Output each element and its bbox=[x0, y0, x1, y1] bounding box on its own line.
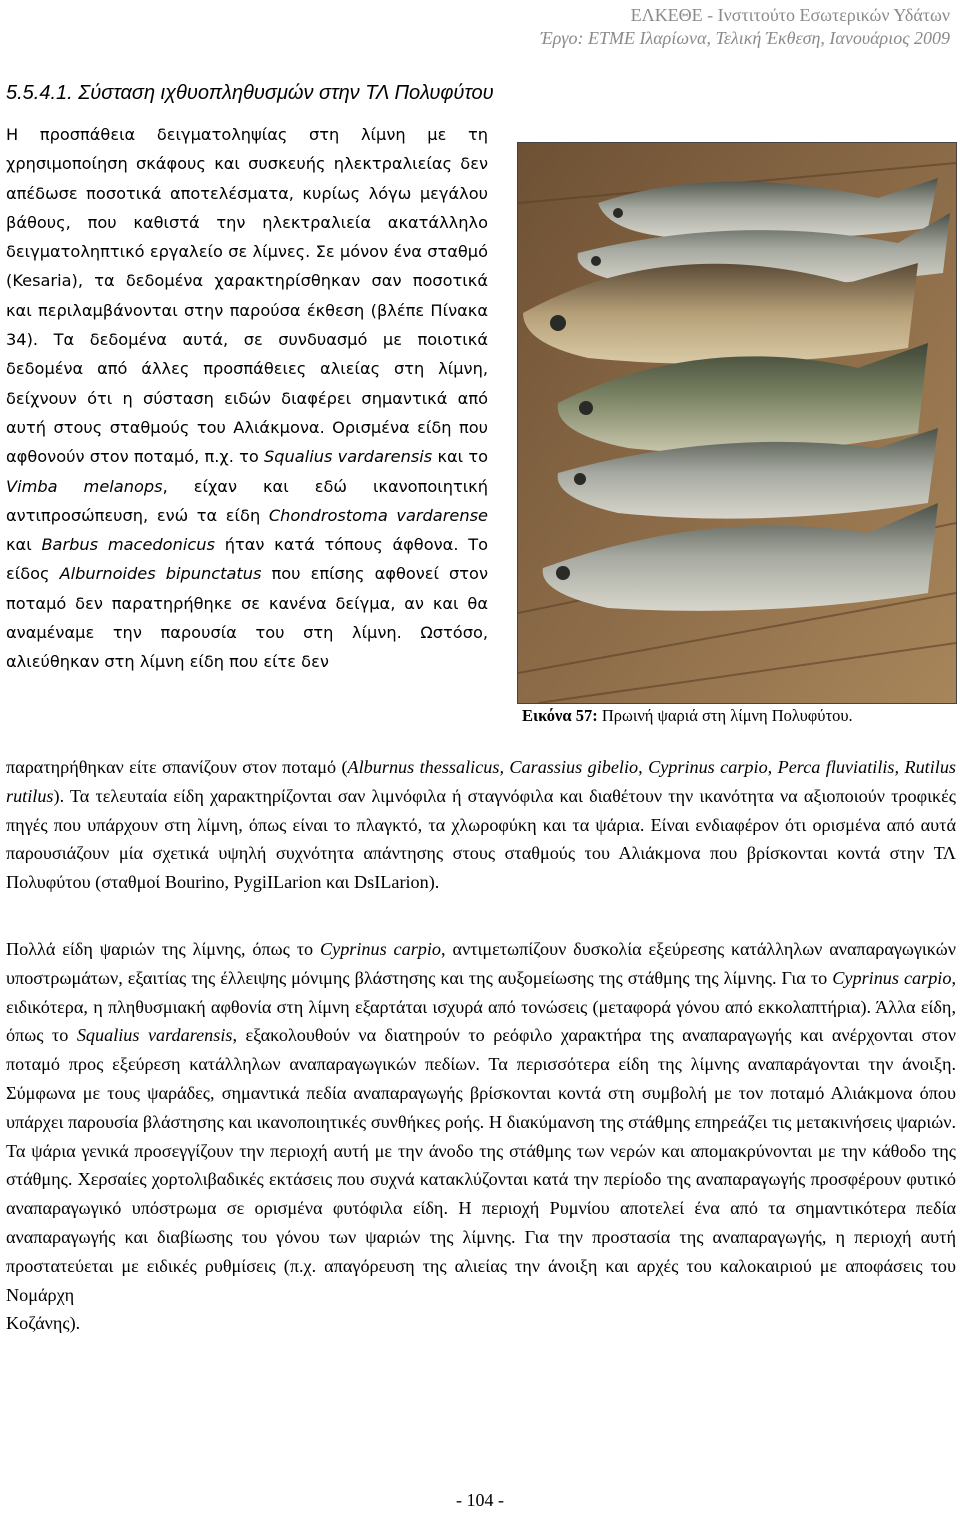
caption-text: Πρωινή ψαριά στη λίμνη Πολυφύτου. bbox=[597, 706, 853, 725]
section-title: 5.5.4.1. Σύσταση ιχθυοπληθυσμών στην ΤΛ Πολυφύτου bbox=[6, 82, 494, 104]
text-run: , ειδικότερα, η πληθυσμιακή αφθονία στη λίμνη εξαρτάται ισχυρά από τονώσεις (μεταφορά γόνου από εκκολαπτήρια). Άλλα είδη, όπως το bbox=[6, 967, 957, 1046]
text-run: Η προσπάθεια δειγματοληψίας στη λίμνη με τη χρησιμοποίηση σκάφους και συσκευής ηλεκτραλιείας δεν απέδωσε ποσοτικά αποτελέσματα, κυρίως λόγω μεγάλου βάθους, που καθιστά την ηλεκτραλιεία ακατάλληλο δειγματοληπτικό εργαλείο σε λίμνες. bbox=[6, 125, 488, 262]
text-run: και bbox=[6, 535, 42, 555]
figure-caption bbox=[522, 706, 853, 726]
species-name: Squalius vardarensis bbox=[264, 447, 433, 467]
header-institute: ΕΛΚΕΘΕ - Ινστιτούτο Εσωτερικών Υδάτων bbox=[630, 5, 950, 25]
continuation-paragraph bbox=[6, 753, 956, 897]
species-name: Alburnoides bipunctatus bbox=[59, 564, 262, 584]
paragraph-reproduction bbox=[6, 935, 956, 1338]
text-run: Σε μόνον ένα σταθμό (Kesaria), τα δεδομένα χαρακτηρίσθηκαν σαν ποσοτικά και περιλαμβάνονται στην παρούσα έκθεση (βλέπε Πίνακα 34). Τα δεδομένα αυτά, σε συνδυασμό με ποιοτικά δεδομένα από άλλες προσπάθειες αλιείας στη λίμνη, δείχνουν ότι η σύσταση ειδών διαφέρει σημαντικά από αυτή στους σταθμούς του Αλιάκμονα. Ορισμένα είδη που αφθονούν στον ποταμό, π.χ. το bbox=[6, 242, 489, 467]
species-name: Barbus macedonicus bbox=[41, 535, 215, 555]
species-name: Squalius vardarensis bbox=[76, 1025, 233, 1046]
species-name: Chondrostoma vardarense bbox=[268, 505, 488, 525]
fish-photo-illustration bbox=[518, 143, 956, 703]
text-run: ήταν κατά τόπους άφθονα. Το είδος bbox=[6, 535, 489, 584]
text-run: , εξακολουθούν να διατηρούν το ρεόφιλο χαρακτήρα της αναπαραγωγής και ανέρχονται στον ποταμό προς εξεύρεση κατάλληλων αναπαραγωγικών πεδίων. Τα περισσότερα είδη της λίμνης αναπαράγονται την άνοιξη. Σύμφωνα με τους ψαράδες, σημαντικά πεδία αναπαραγωγής βρίσκονται κοντά στη συμβολή με τον ποταμό Αλιάκμονα όπου υπάρχει παρουσία βλάστησης και ικανοποιητικές συνθήκες ροής. Η διακύμανση της στάθμης επηρεάζει τις μετακινήσεις ψαριών. Τα ψάρια γενικά προσεγγίζουν την περιοχή αυτή με την άνοδο της στάθμης των νερών και απομακρύνονται με την κάθοδο της στάθμης. Χερσαίες χορτολιβαδικές εκτάσεις που συχνά κατακλύζονται κατά την περίοδο της αναπαραγωγής προσφέρουν φυτικό αναπαραγωγικό υπόστρωμα σε ορισμένα φυτόφιλα είδη. Η περιοχή Ρυμνίου αποτελεί ένα από τα σημαντικότερα πεδία αναπαραγωγής και διαβίωσης του γόνου των ψαριών της λίμνης. Για την προστασία της αναπαραγωγής, η περιοχή αυτή προστατεύεται με ειδικές ρυθμίσεις (π.χ. απαγόρευση της αλιείας την άνοιξη και αρχές του καλοκαιριού με αποφάσεις του Νομάρχη bbox=[6, 1025, 956, 1305]
text-run: , είχαν και εδώ ικανοποιητική αντιπροσώπευση, ενώ τα είδη bbox=[6, 476, 488, 525]
text-run: Πολλά είδη ψαριών της λίμνης, όπως το bbox=[6, 939, 320, 959]
page-number: - 104 - bbox=[456, 1490, 504, 1510]
text-run: ). Τα τελευταία είδη χαρακτηρίζονται σαν λιμνόφιλα ή σταγνόφιλα και διαθέτουν την ικανότητα να αξιοποιούν τροφικές πηγές που υπάρχουν στη λίμνη, όπως είναι το πλαγκτό, τα χλωροφύκη και τα ψάρια. Είναι ενδιαφέρον ότι ορισμένα από αυτά παρουσιάζουν μία σχετικά υψηλή συχνότητα απάντησης στους σταθμούς του Αλιάκμονα που βρίσκονται κοντά στην ΤΛ Πολυφύτου (σταθμοί Bourino, PygiILarion και DsILarion). bbox=[6, 785, 956, 893]
text-run: παρατηρήθηκαν είτε σπανίζουν στον ποταμό ( bbox=[6, 757, 348, 777]
caption-label: Εικόνα 57: bbox=[522, 706, 598, 725]
left-text-column bbox=[6, 120, 488, 677]
species-name: Vimba melanops bbox=[6, 476, 163, 496]
species-name: Cyprinus carpio bbox=[832, 967, 952, 988]
species-name: Cyprinus carpio bbox=[319, 939, 442, 959]
species-list: Alburnus thessalicus, Carassius gibelio, Cyprinus carpio, Perca fluviatilis, Rutilus rutilus bbox=[6, 757, 956, 806]
fish-photo bbox=[517, 142, 957, 704]
page-header bbox=[350, 4, 950, 50]
text-run: και το bbox=[432, 447, 489, 467]
text-run: Κοζάνης). bbox=[6, 1313, 81, 1334]
paragraph-sampling bbox=[6, 120, 488, 677]
header-project: Έργο: ΕΤΜΕ Ιλαρίωνα, Τελική Έκθεση, Ιανουάριος 2009 bbox=[540, 28, 950, 48]
text-run: , αντιμετωπίζουν δυσκολία εξεύρεσης κατάλληλων αναπαραγωγικών υποστρωμάτων, εξαιτίας της έλλειψης μόνιμης βλάστησης και της αυξομείωσης της στάθμης της λίμνης. Για το bbox=[6, 939, 956, 988]
text-run: που επίσης αφθονεί στον ποταμό δεν παρατηρήθηκε σε κανένα δείγμα, αν και θα αναμέναμε την παρουσία του στη λίμνη. Ωστόσο, αλιεύθηκαν στη λίμνη είδη που είτε δεν bbox=[6, 564, 489, 672]
